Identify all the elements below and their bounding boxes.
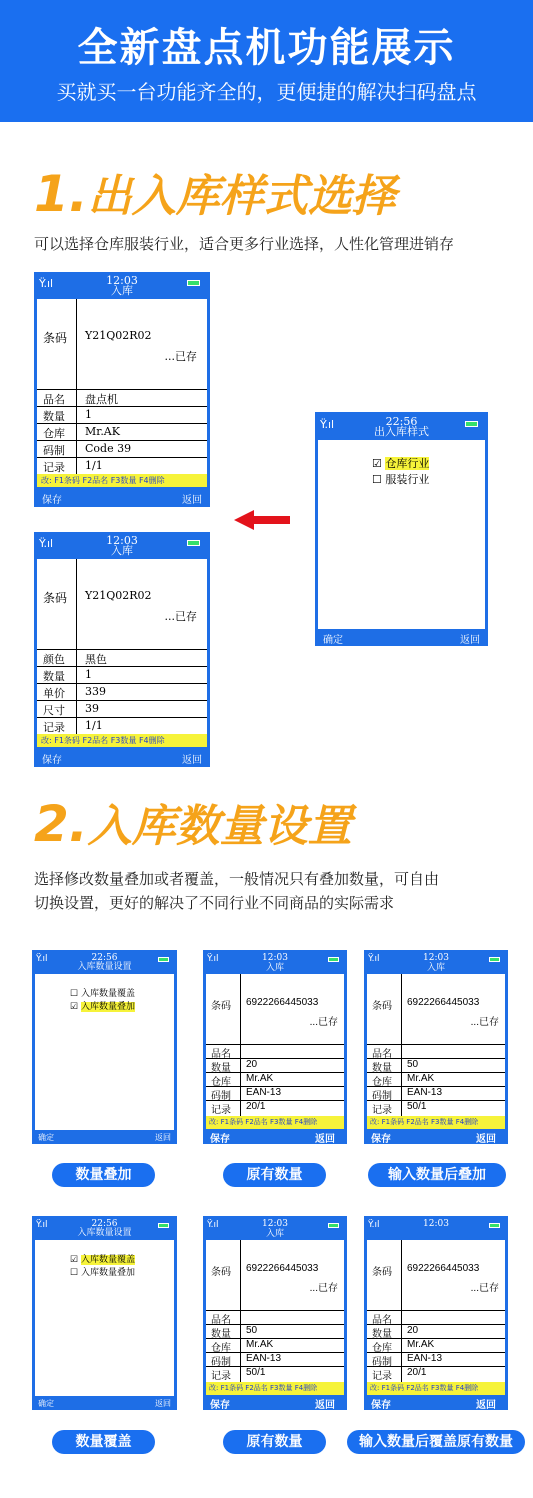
option-label: 入库数量覆盖 (80, 1255, 135, 1265)
row-label: 品名 (372, 1315, 392, 1326)
clock: 12:03 (106, 274, 138, 287)
back-softkey[interactable]: 返回 (476, 1134, 496, 1145)
checkbox-checked-icon[interactable]: ☑ (372, 457, 382, 470)
row-value: 1/1 (85, 719, 103, 732)
row-label: 码制 (43, 444, 65, 457)
signal-icon: Ÿ.ıl (39, 277, 54, 290)
option-accumulate[interactable] (70, 999, 135, 1012)
row-value: Mr.AK (85, 425, 120, 438)
barcode-value: 6922266445033 (407, 997, 480, 1008)
section2-desc-line1: 选择修改数量叠加或者覆盖，一般情况只有叠加数量，可自由 (34, 870, 440, 888)
row-label: 仓库 (372, 1343, 392, 1354)
back-softkey[interactable]: 返回 (315, 1400, 335, 1411)
back-softkey[interactable]: 返回 (476, 1400, 496, 1411)
row-value: EAN-13 (407, 1353, 443, 1364)
battery-icon (187, 280, 200, 286)
phone-screen-after-overwrite (364, 1216, 508, 1410)
row-label: 记录 (211, 1105, 231, 1116)
section1-title (34, 160, 396, 224)
row-label: 数量 (372, 1063, 392, 1074)
row-value: EAN-13 (246, 1353, 282, 1364)
row-label: 数量 (43, 410, 65, 423)
top-banner (0, 0, 533, 122)
signal-icon: Ÿ.ıl (368, 954, 380, 964)
row-value: 1 (85, 408, 92, 421)
row-label: 记录 (372, 1105, 392, 1116)
barcode-label: 条码 (43, 591, 68, 605)
confirm-softkey[interactable]: 确定 (38, 1133, 54, 1142)
row-label: 仓库 (211, 1343, 231, 1354)
row-value: 20/1 (246, 1101, 266, 1112)
row-label: 数量 (211, 1063, 231, 1074)
row-value: EAN-13 (246, 1087, 282, 1098)
option-label: 入库数量叠加 (80, 1268, 135, 1278)
row-label: 单价 (43, 687, 65, 700)
screen-body (35, 1240, 174, 1396)
row-value: 50 (246, 1325, 258, 1336)
option-label: 入库数量覆盖 (80, 989, 135, 999)
row-value: 50/1 (407, 1101, 427, 1112)
clock: 12:03 (423, 1219, 449, 1229)
option-warehouse[interactable] (372, 455, 429, 471)
screen-body (367, 1240, 505, 1395)
label-qty-overwrite: 数量覆盖 (52, 1430, 155, 1454)
confirm-softkey[interactable]: 确定 (38, 1399, 54, 1408)
status-text: ...已存 (309, 1017, 338, 1028)
row-label: 码制 (211, 1091, 231, 1102)
screen-header: 入库 (265, 1229, 284, 1239)
row-value: 339 (85, 685, 106, 698)
status-text: ...已存 (309, 1283, 338, 1294)
clock: 22:56 (91, 1219, 118, 1229)
battery-icon (328, 1223, 339, 1228)
checkbox-unchecked-icon[interactable]: ☐ (70, 989, 79, 999)
row-value: 39 (85, 702, 99, 715)
screen-body (35, 974, 174, 1130)
signal-icon: Ÿ.ıl (207, 1220, 219, 1230)
battery-icon (158, 957, 169, 962)
battery-icon (465, 421, 478, 427)
label-after-add: 输入数量后叠加 (368, 1163, 506, 1187)
function-key-hint: 改: F1条码 F2品名 F3数量 F4删除 (367, 1382, 505, 1395)
screen-body (318, 440, 485, 629)
barcode-label: 条码 (372, 1001, 392, 1012)
phone-screen-qty-menu (32, 950, 177, 1144)
row-label: 品名 (43, 393, 65, 406)
status-text: ...已存 (470, 1017, 499, 1028)
left-arrow-icon (234, 510, 290, 530)
row-label: 数量 (43, 670, 65, 683)
row-label: 仓库 (372, 1077, 392, 1088)
clock: 12:03 (262, 953, 288, 963)
screen-body (206, 974, 344, 1129)
checkbox-unchecked-icon[interactable]: ☐ (372, 473, 382, 486)
status-text: ...已存 (164, 350, 197, 363)
battery-icon (158, 1223, 169, 1228)
section2-number: 2. (34, 795, 88, 853)
row-value: 黑色 (85, 653, 107, 666)
section2-title (34, 790, 352, 854)
battery-icon (187, 540, 200, 546)
barcode-value: 6922266445033 (407, 1263, 480, 1274)
row-label: 尺寸 (43, 704, 65, 717)
row-label: 数量 (211, 1329, 231, 1340)
confirm-softkey[interactable]: 确定 (323, 635, 343, 646)
row-value: 50 (407, 1059, 419, 1070)
banner-title: 全新盘点机功能展示 (77, 25, 456, 71)
clock: 12:03 (106, 534, 138, 547)
row-label: 码制 (372, 1091, 392, 1102)
screen-header: 入库 (111, 544, 133, 557)
banner-subtitle: 买就买一台功能齐全的，更便捷的解决扫码盘点 (56, 80, 477, 104)
back-softkey[interactable]: 返回 (460, 635, 480, 646)
screen-header: 入库 (426, 963, 445, 973)
function-key-hint: 改: F1条码 F2品名 F3数量 F4删除 (206, 1382, 344, 1395)
option-label: 服装行业 (385, 473, 430, 486)
barcode-value: 6922266445033 (246, 1263, 319, 1274)
option-accumulate[interactable] (70, 1265, 135, 1278)
row-value: EAN-13 (407, 1087, 443, 1098)
clock: 22:56 (385, 415, 418, 428)
battery-icon (489, 957, 500, 962)
phone-screen-original-qty-2 (203, 1216, 347, 1410)
battery-icon (489, 1223, 500, 1228)
battery-icon (328, 957, 339, 962)
row-value: 1/1 (85, 459, 103, 472)
phone-screen-style-menu (315, 412, 488, 646)
screen-header: 入库数量设置 (77, 1228, 132, 1238)
row-value: 1 (85, 668, 92, 681)
section1-desc: 可以选择仓库服装行业，适合更多行业选择，人性化管理进销存 (34, 235, 455, 253)
row-label: 记录 (372, 1371, 392, 1382)
screen-header: 出入库样式 (374, 425, 429, 438)
function-key-hint: 改: F1条码 F2品名 F3数量 F4删除 (206, 1116, 344, 1129)
option-overwrite[interactable] (70, 986, 135, 999)
section1-title-text: 出入库样式选择 (87, 171, 396, 222)
save-softkey[interactable]: 保存 (371, 1400, 391, 1411)
back-softkey[interactable]: 返回 (182, 755, 202, 766)
back-softkey[interactable]: 返回 (155, 1133, 171, 1142)
signal-icon: Ÿ.ıl (320, 418, 335, 431)
function-key-hint: 改: F1条码 F2品名 F3数量 F4删除 (37, 734, 207, 747)
row-label: 码制 (211, 1357, 231, 1368)
phone-screen-apparel (34, 532, 210, 767)
row-label: 仓库 (211, 1077, 231, 1088)
row-value: 50/1 (246, 1367, 266, 1378)
screen-body (37, 299, 207, 487)
option-label: 入库数量叠加 (80, 1002, 135, 1012)
phone-screen-qty-menu-overwrite (32, 1216, 177, 1410)
signal-icon: Ÿ.ıl (39, 537, 54, 550)
section1-number: 1. (34, 165, 88, 223)
signal-icon: Ÿ.ıl (36, 1220, 48, 1230)
screen-header: 入库 (111, 284, 133, 297)
row-value: Mr.AK (407, 1073, 435, 1084)
save-softkey[interactable]: 保存 (371, 1134, 391, 1145)
clock: 22:56 (91, 953, 118, 963)
signal-icon: Ÿ.ıl (368, 1220, 380, 1230)
option-overwrite[interactable] (70, 1252, 135, 1265)
label-original-qty-2: 原有数量 (223, 1430, 326, 1454)
label-qty-accumulate: 数量叠加 (52, 1163, 155, 1187)
section2-title-text: 入库数量设置 (87, 801, 352, 852)
row-label: 记录 (43, 461, 65, 474)
row-value: Mr.AK (407, 1339, 435, 1350)
row-label: 颜色 (43, 653, 65, 666)
barcode-label: 条码 (43, 331, 68, 345)
function-key-hint: 改: F1条码 F2品名 F3数量 F4删除 (367, 1116, 505, 1129)
save-softkey[interactable]: 保存 (210, 1134, 230, 1145)
row-label: 仓库 (43, 427, 65, 440)
screen-body (367, 974, 505, 1129)
row-label: 数量 (372, 1329, 392, 1340)
signal-icon: Ÿ.ıl (207, 954, 219, 964)
back-softkey[interactable]: 返回 (155, 1399, 171, 1408)
screen-header: 入库 (265, 963, 284, 973)
barcode-label: 条码 (211, 1001, 231, 1012)
phone-screen-after-add (364, 950, 508, 1144)
signal-icon: Ÿ.ıl (36, 954, 48, 964)
row-value: 20 (246, 1059, 258, 1070)
barcode-value: Y21Q02R02 (85, 329, 152, 342)
row-label: 码制 (372, 1357, 392, 1368)
label-original-qty: 原有数量 (223, 1163, 326, 1187)
back-softkey[interactable]: 返回 (315, 1134, 335, 1145)
row-label: 记录 (211, 1371, 231, 1382)
clock: 12:03 (262, 1219, 288, 1229)
option-apparel[interactable] (372, 471, 429, 487)
row-value: Mr.AK (246, 1073, 274, 1084)
label-after-overwrite: 输入数量后覆盖原有数量 (347, 1430, 525, 1454)
clock: 12:03 (423, 953, 449, 963)
row-value: 盘点机 (85, 393, 118, 406)
save-softkey[interactable]: 保存 (42, 755, 62, 766)
row-label: 记录 (43, 721, 65, 734)
screen-body (206, 1240, 344, 1395)
checkbox-checked-icon[interactable]: ☑ (70, 1255, 79, 1265)
checkbox-unchecked-icon[interactable]: ☐ (70, 1268, 79, 1278)
screen-header: 入库数量设置 (77, 962, 132, 972)
row-value: 20 (407, 1325, 419, 1336)
screen-body (37, 559, 207, 747)
status-text: ...已存 (164, 610, 197, 623)
back-softkey[interactable]: 返回 (182, 495, 202, 506)
phone-screen-warehouse (34, 272, 210, 507)
section2-desc-line2: 切换设置，更好的解决了不同行业不同商品的实际需求 (34, 894, 395, 912)
row-value: Code 39 (85, 442, 132, 455)
checkbox-checked-icon[interactable]: ☑ (70, 1002, 79, 1012)
row-value: 20/1 (407, 1367, 427, 1378)
barcode-label: 条码 (372, 1267, 392, 1278)
phone-screen-original-qty (203, 950, 347, 1144)
save-softkey[interactable]: 保存 (42, 495, 62, 506)
row-label: 品名 (211, 1049, 231, 1060)
save-softkey[interactable]: 保存 (210, 1400, 230, 1411)
barcode-label: 条码 (211, 1267, 231, 1278)
row-value: Mr.AK (246, 1339, 274, 1350)
row-label: 品名 (372, 1049, 392, 1060)
function-key-hint: 改: F1条码 F2品名 F3数量 F4删除 (37, 474, 207, 487)
barcode-value: Y21Q02R02 (85, 589, 152, 602)
status-text: ...已存 (470, 1283, 499, 1294)
barcode-value: 6922266445033 (246, 997, 319, 1008)
row-label: 品名 (211, 1315, 231, 1326)
option-label: 仓库行业 (385, 457, 430, 470)
